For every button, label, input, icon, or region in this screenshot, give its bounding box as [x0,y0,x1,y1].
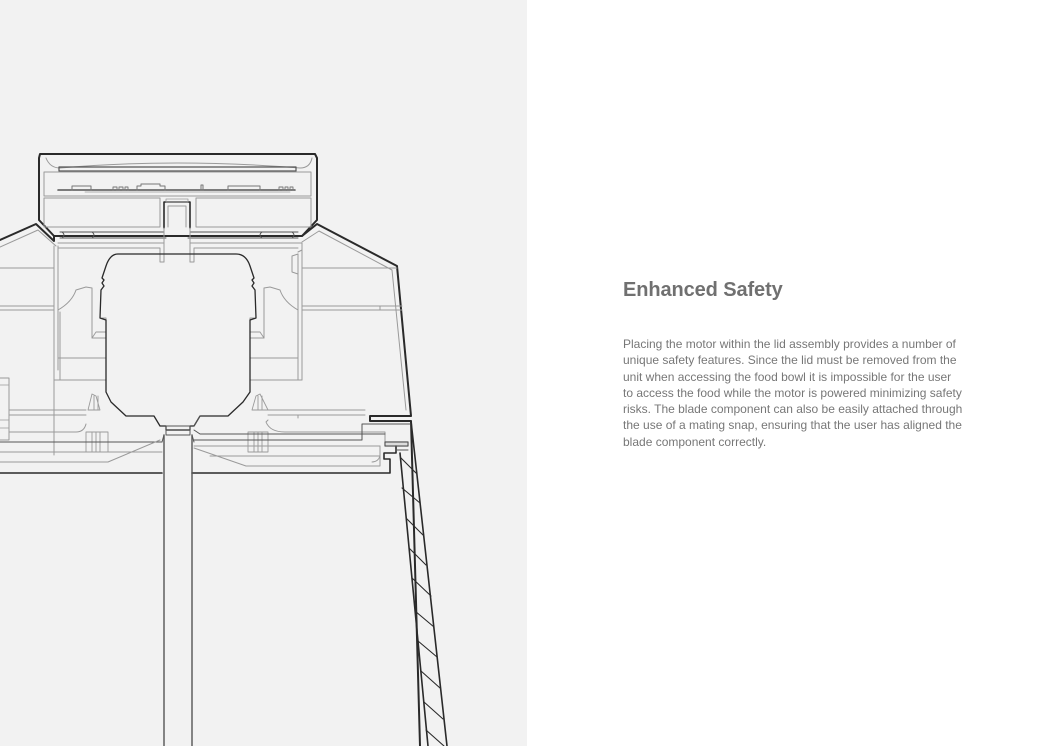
lid-lower-housing [0,224,420,746]
lid-bottom-plate [0,394,411,473]
section-body: Placing the motor within the lid assembly provides a number of unique safety features. Since the lid must be removed from the unit when accessing the food bowl it is impossible for the user to access the food while the motor is powered minimizing safety risks. The blade component can also be easily attached through the use of a mating snap, ensuring that the user has aligned the blade component correctly. [623,337,963,449]
lid-top-cap [39,154,317,236]
blade-shaft [162,426,194,746]
description-panel [623,278,963,450]
motor-cavity [100,254,256,430]
section-title: Enhanced Safety [623,279,783,301]
bowl-wall-section [400,421,447,746]
left-edge-part [0,378,9,440]
